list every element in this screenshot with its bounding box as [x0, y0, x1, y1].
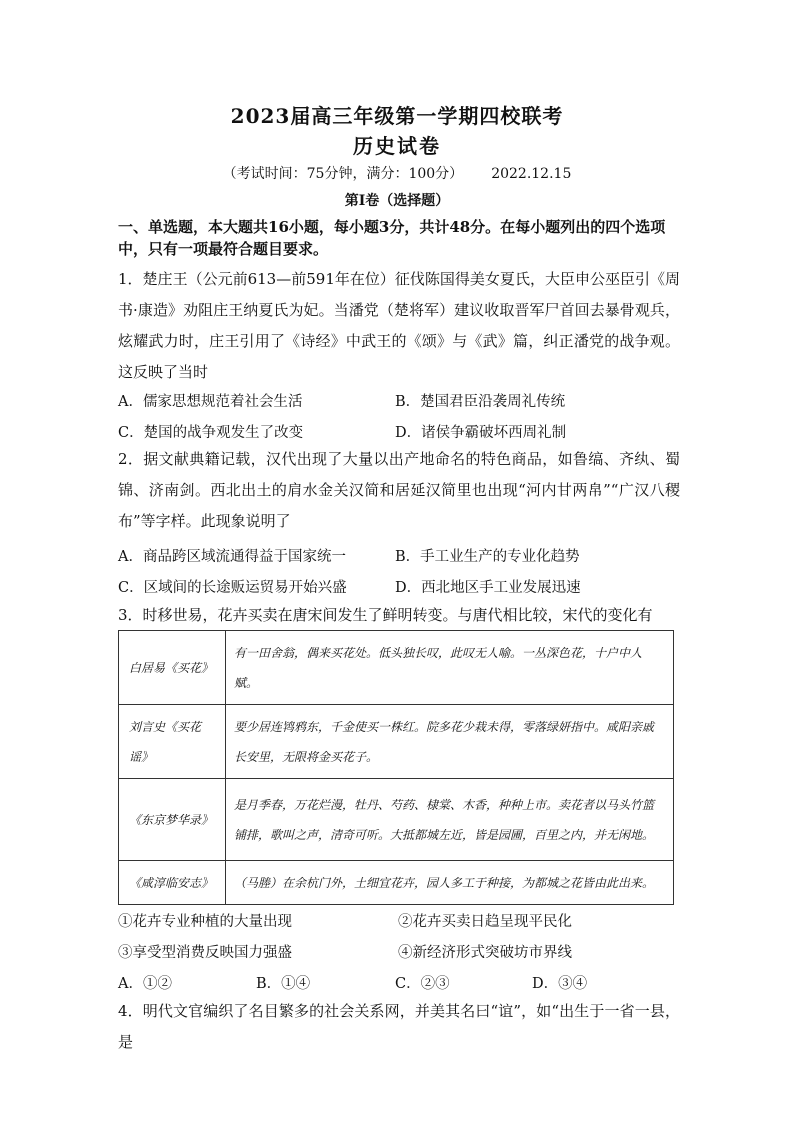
- exam-title: 2023届高三年级第一学期四校联考: [230, 104, 564, 128]
- table-source: 《咸淳临安志》: [119, 861, 226, 905]
- q2-option-b: B．手工业生产的专业化趋势: [395, 549, 580, 565]
- table-source: 《东京梦华录》: [119, 779, 226, 861]
- exam-date: 2022.12.15: [491, 166, 572, 182]
- q3-option-c: C．②③: [395, 976, 450, 992]
- exam-duration: （考试时间：75分钟，满分：100分）: [222, 166, 464, 182]
- q3-statement-1: ①花卉专业种植的大量出现: [118, 914, 292, 930]
- q1-option-d: D．诸侯争霸破坏西周礼制: [395, 425, 567, 441]
- exam-subtitle: 历史试卷: [353, 134, 441, 158]
- q1-option-c: C．楚国的战争观发生了改变: [118, 425, 304, 441]
- q1-option-b: B．楚国君臣沿袭周礼传统: [395, 394, 566, 410]
- q2-option-c: C．区域间的长途贩运贸易开始兴盛: [118, 580, 347, 596]
- table-source: 白居易《买花》: [119, 631, 226, 705]
- poem-table: [118, 630, 674, 905]
- table-text: 要少居连鸨鸦东，千金使买一株红。院多花少栽未得，零落绿妍指中。咸阳亲戚长安里，无限将金买花子。: [226, 705, 674, 779]
- table-row: [119, 705, 674, 779]
- table-text: 有一田舍翁，偶来买花处。低头独长叹，此叹无人喻。一丛深色花，十户中人赋。: [226, 631, 674, 705]
- q3-statement-2: ②花卉买卖日趋呈现平民化: [398, 914, 572, 930]
- q3-statement-4: ④新经济形式突破坊市界线: [398, 945, 572, 961]
- table-text: （马塍）在余杭门外，土细宜花卉，园人多工于种接，为都城之花皆由此出来。: [226, 861, 674, 905]
- q2-option-a: A．商品跨区域流通得益于国家统一: [118, 549, 346, 565]
- question-2-stem: 2．据文献典籍记载，汉代出现了大量以出产地命名的特色商品，如鲁缟、齐纨、蜀锦、济南剑。西北出土的肩水金关汉简和居延汉简里也出现“河内甘两帛”“广汉八稷布”等字样。此现象说明了: [118, 450, 680, 530]
- table-row: [119, 779, 674, 861]
- table-row: [119, 861, 674, 905]
- question-3-stem: 3．时移世易，花卉买卖在唐宋间发生了鲜明转变。与唐代相比较，宋代的变化有: [118, 606, 653, 624]
- question-4-stem: 4．明代文官编织了名目繁多的社会关系网，并美其名曰“谊”，如“出生于一省一县，是: [118, 1002, 680, 1051]
- table-text: 是月季春，万花烂漫，牡丹、芍药、棣棠、木香，种种上市。卖花者以马头竹篮铺排，歌叫之声，清奇可听。大抵都城左近，皆是园圃，百里之内，并无闲地。: [226, 779, 674, 861]
- question-1-stem: 1．楚庄王（公元前613—前591年在位）征伐陈国得美女夏氏，大臣申公巫臣引《周书·康造》劝阻庄王纳夏氏为妃。当潘党（楚将军）建议收取晋军尸首回去暴骨观兵，炫耀武力时，庄王引用了《诗经》中武王的《颂》与《武》篇，纠正潘党的战争观。这反映了当时: [118, 270, 680, 381]
- section-instruction: 一、单选题，本大题共16小题，每小题3分，共计48分。在每小题列出的四个选项中，只有一项最符合题目要求。: [118, 218, 666, 258]
- table-row: [119, 631, 674, 705]
- q3-option-a: A．①②: [118, 976, 172, 992]
- q2-option-d: D．西北地区手工业发展迅速: [395, 580, 581, 596]
- volume-heading: 第Ⅰ卷（选择题）: [344, 193, 450, 209]
- q3-option-d: D．③④: [532, 976, 588, 992]
- q3-option-b: B．①④: [256, 976, 311, 992]
- table-source: 刘言史《买花谣》: [119, 705, 226, 779]
- exam-info: [0, 163, 794, 183]
- q3-statement-3: ③享受型消费反映国力强盛: [118, 945, 292, 961]
- q1-option-a: A．儒家思想规范着社会生活: [118, 394, 303, 410]
